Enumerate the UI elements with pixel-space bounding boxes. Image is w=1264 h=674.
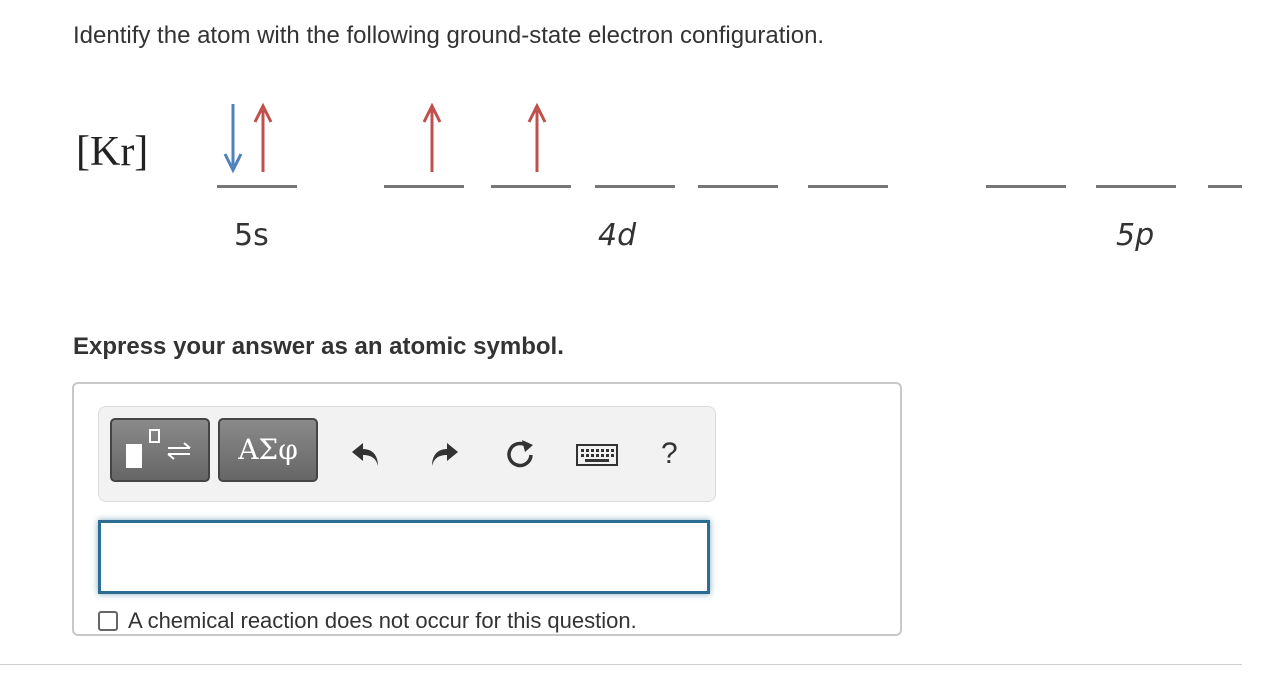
help-button[interactable]: ? <box>661 437 678 470</box>
no-reaction-checkbox[interactable] <box>98 611 118 631</box>
templates-button[interactable] <box>110 418 210 482</box>
reset-icon[interactable] <box>503 437 537 471</box>
undo-icon[interactable] <box>349 437 383 471</box>
orbital-diagram <box>0 90 1264 260</box>
answer-input-container <box>98 520 710 594</box>
orbital-4d-3-line <box>595 185 675 188</box>
answer-input[interactable] <box>101 523 707 591</box>
divider <box>0 664 1242 665</box>
question-prompt: Identify the atom with the following ground-state electron configuration. <box>73 22 825 49</box>
no-reaction-option[interactable] <box>98 608 728 633</box>
math-toolbar <box>98 406 716 502</box>
orbital-4d-4-line <box>698 185 778 188</box>
spin-down-arrow-icon <box>222 100 244 180</box>
spin-up-arrow-icon <box>421 100 443 180</box>
templates-icon <box>112 420 208 480</box>
orbital-4d-5-line <box>808 185 888 188</box>
redo-icon[interactable] <box>427 437 461 471</box>
orbital-5p-2-line <box>1096 185 1176 188</box>
orbital-4d-2-line <box>491 185 571 188</box>
spin-up-arrow-icon <box>526 100 548 180</box>
orbital-5p-1-line <box>986 185 1066 188</box>
core-configuration: [Kr] <box>76 129 149 175</box>
keyboard-icon[interactable] <box>575 437 619 471</box>
sublevel-label-5p: 5p <box>1116 218 1155 253</box>
answer-panel <box>72 382 902 636</box>
sublevel-label-5s: 5s <box>234 218 269 253</box>
no-reaction-label: A chemical reaction does not occur for this question. <box>128 608 637 633</box>
orbital-5s-line <box>217 185 297 188</box>
orbital-4d-1-line <box>384 185 464 188</box>
greek-symbols-button[interactable]: ΑΣφ <box>218 418 318 482</box>
orbital-5p-3-line <box>1208 185 1242 188</box>
answer-instructions: Express your answer as an atomic symbol. <box>73 333 564 360</box>
spin-up-arrow-icon <box>252 100 274 180</box>
sublevel-label-4d: 4d <box>598 218 637 253</box>
